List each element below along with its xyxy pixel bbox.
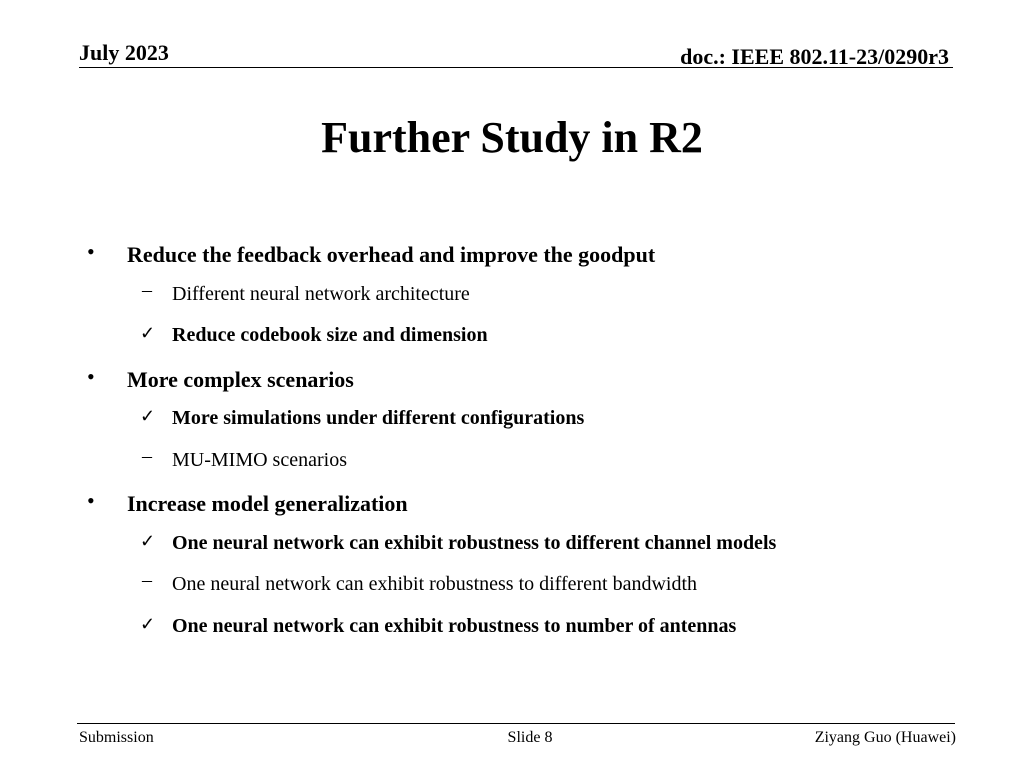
header-doc-id: doc.: IEEE 802.11-23/0290r3 bbox=[680, 44, 949, 69]
dash-marker: – bbox=[142, 569, 152, 591]
sub-bullet-text: One neural network can exhibit robustness to different channel models bbox=[172, 531, 777, 554]
sub-bullet-text: Different neural network architecture bbox=[172, 282, 470, 305]
bullet-marker: • bbox=[87, 488, 95, 513]
sub-bullet-item bbox=[80, 402, 960, 444]
footer-submission: Submission bbox=[79, 729, 154, 746]
bullet-item bbox=[80, 361, 960, 403]
slide-title: Further Study in R2 bbox=[321, 113, 703, 162]
header-divider bbox=[79, 67, 953, 68]
sub-bullet-text: More simulations under different configurations bbox=[172, 407, 585, 429]
checkmark-icon: ✓ bbox=[140, 323, 156, 343]
sub-bullet-text: Reduce codebook size and dimension bbox=[172, 324, 488, 346]
checkmark-icon: ✓ bbox=[140, 530, 156, 551]
bullet-marker: • bbox=[87, 363, 95, 389]
sub-bullet-item bbox=[80, 444, 960, 486]
sub-bullet-text: One neural network can exhibit robustness to different bandwidth bbox=[172, 573, 698, 595]
bullet-item bbox=[80, 236, 960, 278]
sub-bullet-text: One neural network can exhibit robustness to number of antennas bbox=[172, 614, 737, 637]
dash-marker: – bbox=[142, 278, 152, 301]
bullet-marker: • bbox=[87, 239, 95, 264]
bullet-text: Reduce the feedback overhead and improve the goodput bbox=[127, 242, 656, 267]
sub-bullet-item bbox=[80, 278, 960, 320]
sub-bullet-item bbox=[80, 527, 960, 569]
footer-slide-number: Slide 8 bbox=[507, 729, 553, 746]
sub-bullet-text: MU-MIMO scenarios bbox=[172, 448, 347, 471]
dash-marker: – bbox=[142, 444, 152, 467]
sub-bullet-item bbox=[80, 319, 960, 361]
sub-bullet-item bbox=[80, 568, 960, 610]
bullet-text: More complex scenarios bbox=[127, 366, 354, 392]
checkmark-icon: ✓ bbox=[140, 406, 156, 426]
footer-author: Ziyang Guo (Huawei) bbox=[814, 729, 956, 746]
bullet-list bbox=[80, 236, 960, 651]
bullet-text: Increase model generalization bbox=[127, 491, 408, 516]
footer-divider bbox=[77, 723, 955, 724]
sub-bullet-item bbox=[80, 610, 960, 652]
header-date: July 2023 bbox=[79, 40, 169, 65]
checkmark-icon: ✓ bbox=[140, 613, 156, 634]
bullet-item bbox=[80, 485, 960, 527]
